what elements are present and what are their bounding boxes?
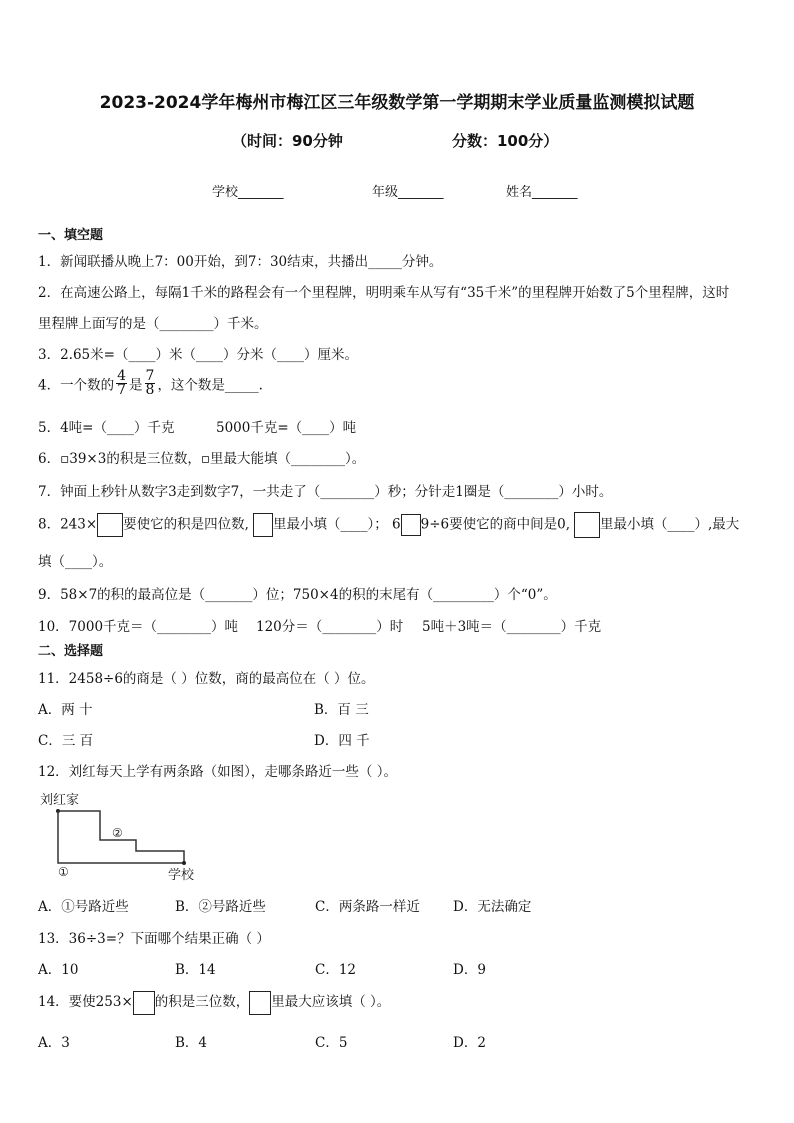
question-2-line1: 2．在高速公路上，每隔1千米的路程会有一个里程牌，明明乘车从写有“35千米”的里程牌开始数了5个里程牌，这时 xyxy=(38,285,730,301)
question-8-part2: 要使它的积是四位数, xyxy=(123,516,249,533)
question-8-part5: 里最小填（____）,最大 xyxy=(599,516,740,533)
q12-option-a: A．①号路近些 xyxy=(38,899,129,915)
answer-box xyxy=(574,512,600,538)
question-8-part1: 8．243× xyxy=(38,516,98,533)
question-8-part4: 9÷6要使它的商中间是0, xyxy=(420,516,570,533)
q14-option-d: D．2 xyxy=(453,1035,486,1051)
question-11: 11．2458÷6的商是（ ）位数，商的最高位在（ ）位。 xyxy=(38,671,375,687)
label-route-1: ① xyxy=(58,865,69,879)
question-4-mid: 是 xyxy=(129,377,143,394)
q12-option-d: D．无法确定 xyxy=(453,899,532,915)
question-5a: 5．4吨=（____）千克 xyxy=(38,420,175,436)
q11-option-b: B．百 三 xyxy=(314,702,369,718)
question-14-part3: 里最大应该填（ ）。 xyxy=(271,994,391,1010)
label-home: 刘红家 xyxy=(40,793,80,808)
q13-option-b: B．14 xyxy=(175,962,216,978)
route-diagram xyxy=(36,788,216,886)
answer-box xyxy=(249,991,271,1015)
q14-option-b: B．4 xyxy=(175,1035,208,1051)
q13-option-c: C．12 xyxy=(315,962,357,978)
question-14-part2: 的积是三位数， xyxy=(154,994,250,1010)
question-9: 9．58×7的积的最高位是（_______）位；750×4的积的末尾有（_________）个“0”。 xyxy=(38,587,557,603)
exam-time: （时间：90分钟 xyxy=(232,132,343,150)
fraction-7-8 xyxy=(145,370,156,397)
answer-box xyxy=(97,513,123,537)
q12-option-b: B．②号路近些 xyxy=(175,899,266,915)
question-4-suffix: ，这个数是_____. xyxy=(157,377,263,394)
question-1: 1．新闻联播从晚上7：00开始，到7：30结束，共播出_____分钟。 xyxy=(38,254,443,270)
question-8-part3: 里最小填（____）； 6 xyxy=(272,516,401,533)
fraction-4-7 xyxy=(116,370,127,397)
exam-score: 分数：100分） xyxy=(452,132,559,150)
q11-option-a: A．两 十 xyxy=(38,702,93,718)
question-12: 12．刘红每天上学有两条路（如图），走哪条路近一些（ ）。 xyxy=(38,764,397,780)
school-field: 学校_______ xyxy=(212,185,284,200)
question-2-line2: 里程牌上面写的是（________）千米。 xyxy=(38,316,268,332)
school-dot xyxy=(182,861,186,865)
q12-option-c: C．两条路一样近 xyxy=(315,899,420,915)
fraction-denominator: 7 xyxy=(117,382,127,398)
question-8-line2: 填（____）。 xyxy=(38,554,113,570)
section-fill-blank: 一、填空题 xyxy=(38,228,104,243)
question-4 xyxy=(38,370,263,397)
fraction-numerator: 7 xyxy=(145,368,155,384)
fraction-numerator: 4 xyxy=(117,368,127,384)
answer-box xyxy=(401,514,421,536)
q13-option-d: D．9 xyxy=(453,962,486,978)
question-8 xyxy=(38,512,739,538)
q11-option-c: C．三 百 xyxy=(38,733,94,749)
question-5b: 5000千克=（____）吨 xyxy=(216,420,357,436)
answer-box xyxy=(133,991,155,1015)
label-school: 学校 xyxy=(168,868,195,883)
question-14 xyxy=(38,990,390,1015)
label-route-2: ② xyxy=(112,826,123,840)
question-3: 3．2.65米=（____）米（____）分米（____）厘米。 xyxy=(38,347,358,363)
section-multiple-choice: 二、选择题 xyxy=(38,644,104,659)
question-10c: 5吨＋3吨＝（________）千克 xyxy=(422,619,602,635)
answer-box xyxy=(253,513,273,537)
question-13: 13．36÷3=？下面哪个结果正确（ ） xyxy=(38,931,270,947)
fraction-denominator: 8 xyxy=(145,382,155,398)
question-4-prefix: 4．一个数的 xyxy=(38,377,115,394)
page-title: 2023-2024学年梅州市梅江区三年级数学第一学期期末学业质量监测模拟试题 xyxy=(99,93,695,113)
q13-option-a: A．10 xyxy=(38,962,79,978)
question-7: 7．钟面上秒针从数字3走到数字7，一共走了（________）秒；分针走1圈是（________）小时。 xyxy=(38,484,613,500)
question-6: 6．▫39×3的积是三位数，▫里最大能填（________）。 xyxy=(38,451,366,467)
q14-option-c: C．5 xyxy=(315,1035,348,1051)
q14-option-a: A．3 xyxy=(38,1035,70,1051)
question-10a: 10．7000千克＝（________）吨 xyxy=(38,619,239,635)
question-14-part1: 14．要使253× xyxy=(38,994,133,1010)
q11-option-d: D．四 千 xyxy=(314,733,370,749)
grade-field: 年级_______ xyxy=(372,185,444,200)
name-field: 姓名_______ xyxy=(506,185,578,200)
question-10b: 120分＝（________）时 xyxy=(256,619,404,635)
